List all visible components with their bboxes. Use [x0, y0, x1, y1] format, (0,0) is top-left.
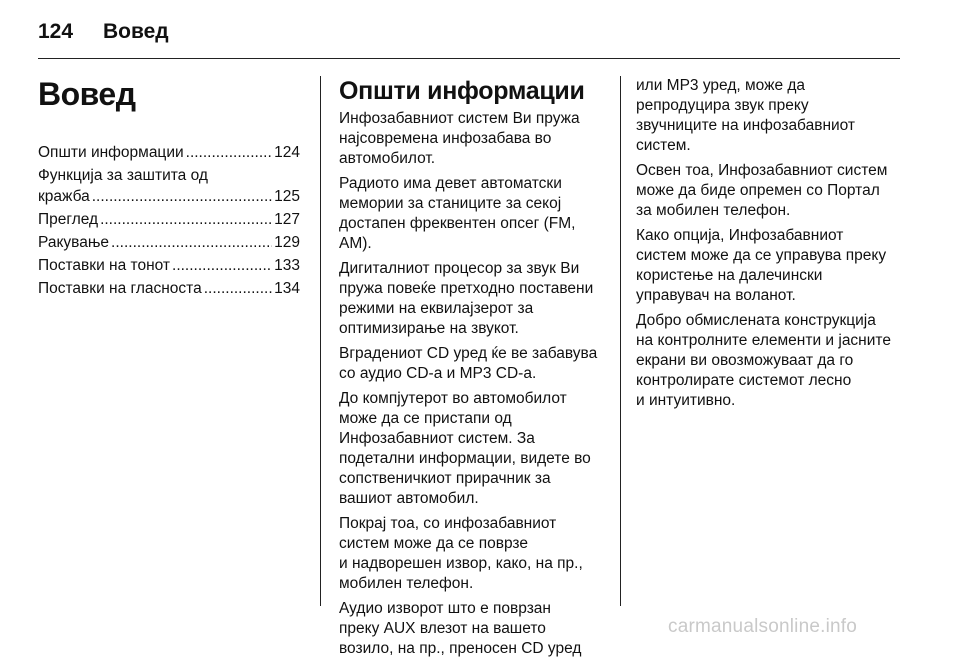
toc-dot-leader — [111, 232, 272, 253]
toc-entry-overview[interactable] — [38, 209, 300, 230]
body-paragraph: Вградениот CD уред ќе ве забавува со аудио CD-а и MP3 CD-а. — [339, 345, 598, 382]
body-paragraph: Како опција, Инфозабавниот систем може да се управува преку користење на далечински управувач на воланот. — [636, 227, 887, 304]
right-column — [636, 76, 904, 416]
page-number: 124 — [38, 20, 74, 43]
toc-dot-leader — [186, 142, 272, 163]
body-paragraph: Аудио изворот што е поврзан преку AUX влезот на вашето возило, на пр., преносен CD уред — [339, 600, 582, 657]
column-divider — [320, 76, 321, 606]
running-title: Вовед — [103, 20, 169, 43]
body-paragraph: До компјутерот во автомобилот може да се пристапи од Инфозабавниот систем. За подетални информации, видете во сопственичкиот прирачник за вашиот автомобил. — [339, 390, 591, 507]
chapter-title: Вовед — [38, 76, 136, 112]
toc-entry-title: Поставки на тонот — [38, 257, 171, 274]
body-paragraph: Добро обмислената конструкција на контролните елементи и јасните екрани ви овозможуваат да го контролирате системот лесно и интуитивно. — [636, 312, 891, 409]
toc-dot-leader — [204, 278, 272, 299]
section-title: Општи информации — [339, 77, 585, 105]
toc-entry-general-info[interactable] — [38, 142, 300, 163]
header-divider — [38, 58, 900, 59]
toc-entry-page: 125 — [274, 188, 300, 205]
toc-entry-title: Преглед — [38, 211, 99, 228]
toc-entry-page: 134 — [274, 280, 300, 297]
toc-dot-leader — [92, 186, 272, 207]
body-paragraph: Дигиталниот процесор за звук Ви пружа повеќе претходно поставени режими на еквилајзерот за оптимизирање на звукот. — [339, 260, 594, 337]
toc-entry-tone-settings[interactable] — [38, 255, 300, 276]
column-divider — [620, 76, 621, 606]
toc-entry-page: 129 — [274, 234, 300, 251]
toc-entry-anti-theft[interactable] — [38, 165, 300, 207]
body-paragraph: Радиото има девет автоматски мемории за станиците за секој достапен фреквентен опсег (FM, AM). — [339, 175, 576, 252]
toc-dot-leader — [100, 209, 272, 230]
toc-entry-page: 124 — [274, 144, 300, 161]
table-of-contents — [38, 142, 300, 299]
body-paragraph: Покрај тоа, со инфозабавниот систем може да се поврзе и надворешен извор, како, на пр., мобилен телефон. — [339, 515, 583, 592]
toc-entry-title: Општи информации — [38, 144, 184, 161]
body-paragraph: Освен тоа, Инфозабавниот систем може да биде опремен со Портал за мобилен телефон. — [636, 162, 888, 219]
toc-entry-page: 127 — [274, 211, 300, 228]
toc-dot-leader — [172, 255, 272, 276]
toc-entry-operation[interactable] — [38, 232, 300, 253]
middle-column — [339, 76, 603, 664]
toc-entry-title-line1: Функција за заштита од — [38, 167, 208, 184]
toc-entry-page: 133 — [274, 257, 300, 274]
toc-entry-title: Ракување — [38, 234, 110, 251]
toc-entry-title: кражба — [38, 188, 90, 205]
body-paragraph: Инфозабавниот систем Ви пружа најсовремена инфозабава во автомобилот. — [339, 110, 580, 167]
watermark: carmanualsonline.info — [668, 616, 858, 637]
body-paragraph: или MP3 уред, може да репродуцира звук преку звучниците на инфозабавниот систем. — [636, 77, 856, 154]
toc-entry-volume-settings[interactable] — [38, 278, 300, 299]
toc-entry-title: Поставки на гласноста — [38, 280, 202, 297]
page-header — [38, 0, 902, 58]
left-column — [38, 76, 300, 301]
